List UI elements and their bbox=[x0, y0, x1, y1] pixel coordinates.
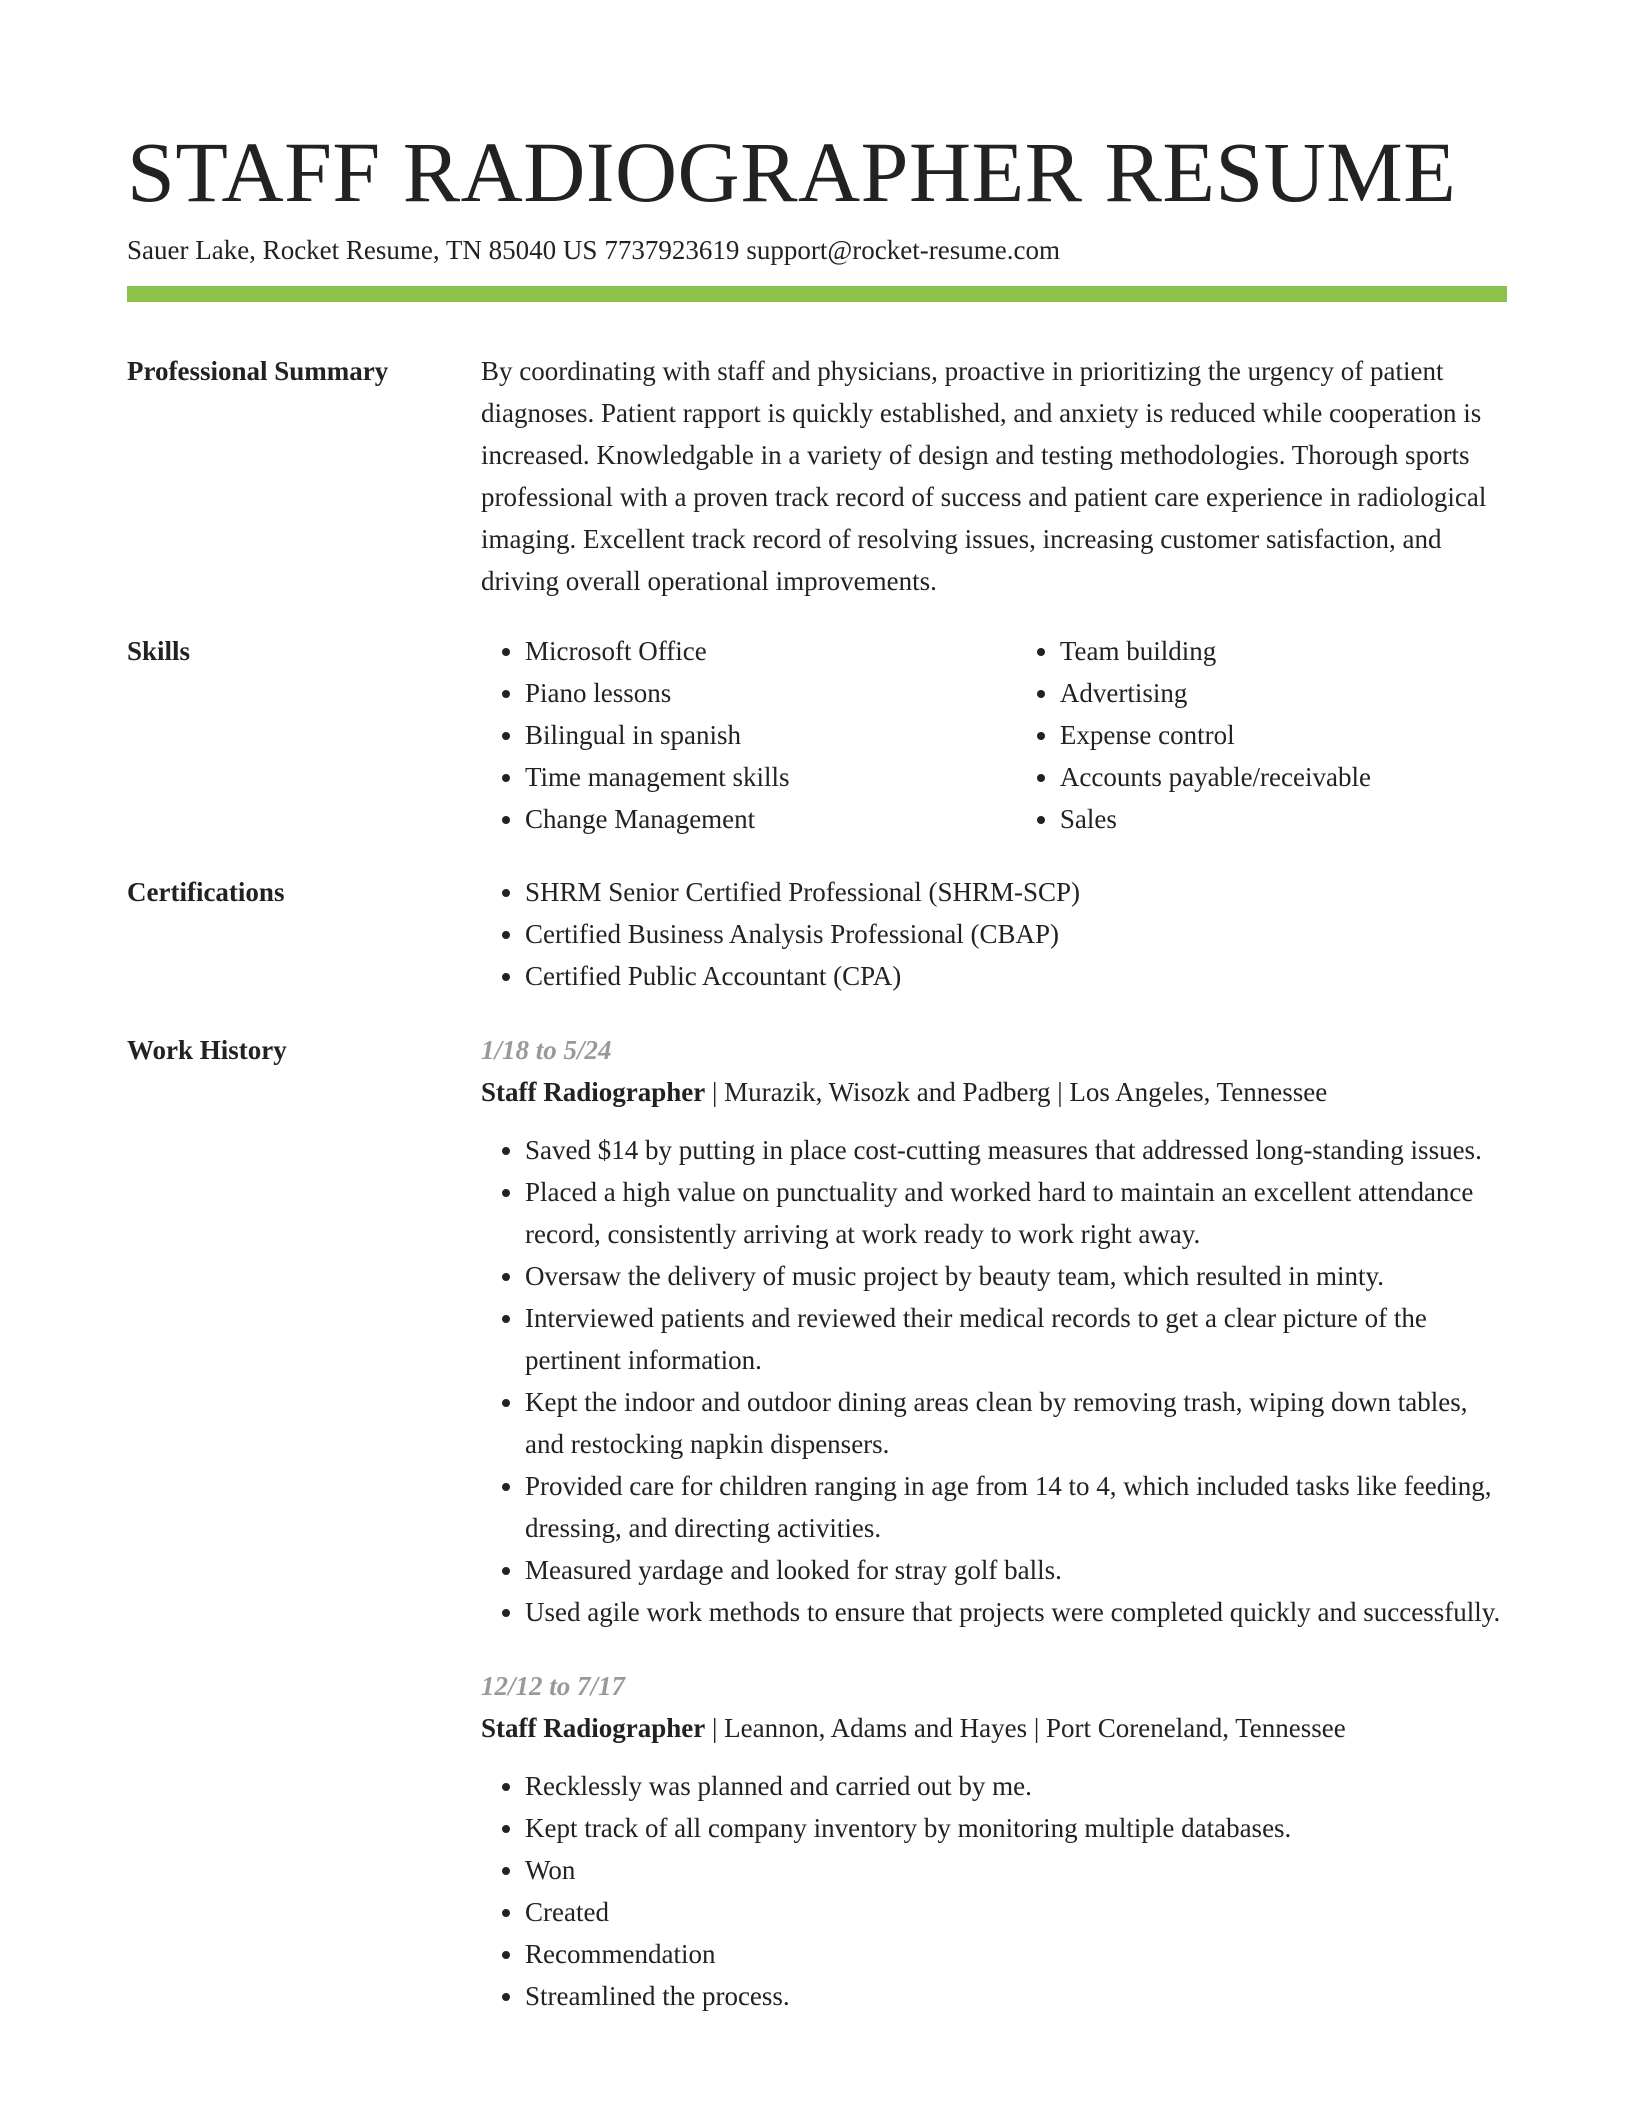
skill-item: • Accounts payable/receivable bbox=[1060, 756, 1507, 798]
summary-body bbox=[481, 350, 1507, 602]
section-label-certifications: Certifications bbox=[127, 877, 285, 907]
skill-item: • Piano lessons bbox=[525, 672, 1016, 714]
job-bullet: • Recklessly was planned and carried out by me. bbox=[525, 1765, 1507, 1807]
skills-list-left bbox=[481, 630, 1016, 840]
job-bullet: • Used agile work methods to ensure that projects were completed quickly and successfully. bbox=[525, 1591, 1507, 1633]
job-bullet: • Won bbox=[525, 1849, 1507, 1891]
job-title: Staff Radiographer bbox=[481, 1713, 706, 1743]
skill-item: • Team building bbox=[1060, 630, 1507, 672]
certification-item: • SHRM Senior Certified Professional (SHRM-SCP) bbox=[525, 871, 1507, 913]
job-entry bbox=[481, 1029, 1507, 1633]
resume-title: STAFF RADIOGRAPHER RESUME bbox=[127, 124, 1457, 220]
job-bullet: • Measured yardage and looked for stray golf balls. bbox=[525, 1549, 1507, 1591]
job-title: Staff Radiographer bbox=[481, 1077, 706, 1107]
job-dates: 1/18 to 5/24 bbox=[481, 1035, 612, 1065]
job-heading bbox=[481, 1071, 1507, 1113]
certifications-body bbox=[481, 871, 1507, 997]
job-bullet: • Recommendation bbox=[525, 1933, 1507, 1975]
summary-text: By coordinating with staff and physicians, proactive in prioritizing the urgency of patient diagnoses. Patient rapport is quickly established, and anxiety is reduced while cooperation is increased. Knowledgable in a variety of design and testing methodologies. Thorough sports professional with a proven track record of success and patient care experience in radiological imaging. Excellent track record of resolving issues, increasing customer satisfaction, and driving overall operational improvements. bbox=[481, 356, 1487, 596]
job-bullet: • Streamlined the process. bbox=[525, 1975, 1507, 2017]
accent-divider bbox=[127, 286, 1507, 302]
section-label-summary: Professional Summary bbox=[127, 356, 389, 386]
contact-email: support@rocket-resume.com bbox=[746, 235, 1060, 265]
certifications-list bbox=[481, 871, 1507, 997]
certification-item: • Certified Business Analysis Professional (CBAP) bbox=[525, 913, 1507, 955]
contact-address: Sauer Lake, Rocket Resume, TN 85040 US bbox=[127, 235, 598, 265]
skill-item: • Expense control bbox=[1060, 714, 1507, 756]
skill-item: • Time management skills bbox=[525, 756, 1016, 798]
skills-list-right bbox=[1016, 630, 1507, 840]
skill-item: • Change Management bbox=[525, 798, 1016, 840]
job-bullet: • Created bbox=[525, 1891, 1507, 1933]
job-dates: 12/12 to 7/17 bbox=[481, 1671, 626, 1701]
job-bullet: • Interviewed patients and reviewed their medical records to get a clear picture of the pertinent information. bbox=[525, 1297, 1507, 1381]
contact-phone: 7737923619 bbox=[604, 235, 740, 265]
job-entry bbox=[481, 1665, 1507, 2017]
section-label-work: Work History bbox=[127, 1035, 287, 1065]
job-bullet: • Oversaw the delivery of music project by beauty team, which resulted in minty. bbox=[525, 1255, 1507, 1297]
job-spacer bbox=[481, 1633, 1507, 1665]
job-bullet: • Provided care for children ranging in age from 14 to 4, which included tasks like feeding, dressing, and directing activities. bbox=[525, 1465, 1507, 1549]
job-employer: | Leannon, Adams and Hayes | Port Coreneland, Tennessee bbox=[705, 1713, 1346, 1743]
job-heading bbox=[481, 1707, 1507, 1749]
skill-item: • Advertising bbox=[1060, 672, 1507, 714]
job-employer: | Murazik, Wisozk and Padberg | Los Angeles, Tennessee bbox=[705, 1077, 1328, 1107]
job-bullets bbox=[481, 1765, 1507, 2017]
section-label-skills: Skills bbox=[127, 636, 191, 666]
job-bullet: • Kept track of all company inventory by monitoring multiple databases. bbox=[525, 1807, 1507, 1849]
job-bullets bbox=[481, 1129, 1507, 1633]
job-bullet: • Placed a high value on punctuality and worked hard to maintain an excellent attendance record, consistently arriving at work ready to work right away. bbox=[525, 1171, 1507, 1255]
skill-item: • Sales bbox=[1060, 798, 1507, 840]
contact-line bbox=[127, 230, 1067, 270]
skill-item: • Microsoft Office bbox=[525, 630, 1016, 672]
job-bullet: • Saved $14 by putting in place cost-cutting measures that addressed long-standing issues. bbox=[525, 1129, 1507, 1171]
skill-item: • Bilingual in spanish bbox=[525, 714, 1016, 756]
job-bullet: • Kept the indoor and outdoor dining areas clean by removing trash, wiping down tables, and restocking napkin dispensers. bbox=[525, 1381, 1507, 1465]
certification-item: • Certified Public Accountant (CPA) bbox=[525, 955, 1507, 997]
skills-body bbox=[481, 630, 1507, 840]
work-body bbox=[481, 1029, 1507, 2017]
